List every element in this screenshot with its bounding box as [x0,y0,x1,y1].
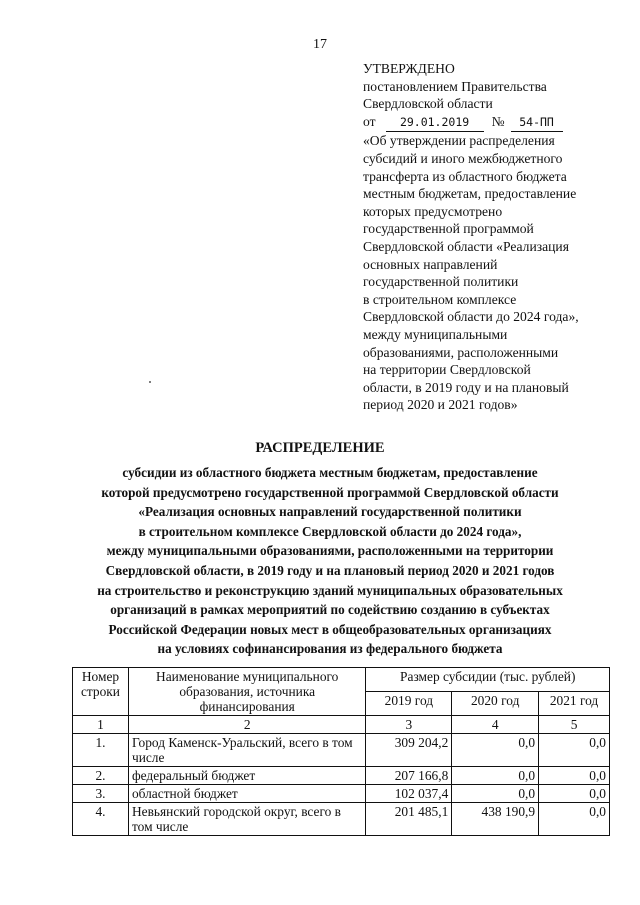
decree-title-line: государственной программой [363,221,534,237]
value-2019: 207 166,8 [366,767,452,785]
decree-title-line: период 2020 и 2021 годов» [363,397,518,413]
subtitle-line: на строительство и реконструкцию зданий муниципальных образовательных [97,582,563,598]
index-cell: 3 [366,716,452,734]
approval-line: постановлением Правительства [363,78,547,94]
value-2019: 309 204,2 [366,734,452,767]
value-2020: 0,0 [452,734,539,767]
decree-title-line: образованиями, расположенными [363,344,559,360]
subtitle-line: на условиях софинансирования из федерального бюджета [157,641,503,657]
document-subtitle [40,463,620,659]
decree-title-line: между муниципальными [363,326,508,342]
table-header-row [73,668,610,692]
decree-title-line: трансферта из областного бюджета [363,168,567,184]
value-2020: 0,0 [452,785,539,803]
value-2021: 0,0 [539,767,610,785]
approval-heading: УТВЕРЖДЕНО [363,61,455,76]
column-index-row [73,716,610,734]
approval-block [363,60,625,414]
row-number: 2. [73,767,129,785]
subtitle-line: в строительном комплексе Свердловской области до 2024 года», [138,523,522,539]
decree-title-line: местным бюджетам, предоставление [363,186,577,202]
decree-title-line: области, в 2019 году и на плановый [363,379,569,395]
index-cell: 1 [73,716,129,734]
subtitle-line: между муниципальными образованиями, расположенными на территории [106,543,554,559]
header-2021: 2021 год [539,692,610,716]
table-row [73,734,610,767]
row-number: 4. [73,803,129,836]
decree-number: 54-ПП [511,114,563,133]
decree-title-line: субсидий и иного межбюджетного [363,150,563,166]
value-2021: 0,0 [539,785,610,803]
subtitle-line: «Реализация основных направлений государственной политики [138,504,522,520]
row-name: Невьянский городской округ, всего в том числе [128,803,366,836]
header-subsidy: Размер субсидии (тыс. рублей) [366,668,610,692]
row-number: 3. [73,785,129,803]
approval-date-line [363,113,625,133]
subtitle-line: Российской Федерации новых мест в общеобразовательных организациях [108,621,552,637]
decree-title-line: на территории Свердловской [363,362,531,378]
decree-title-line: основных направлений [363,256,498,272]
row-name: Город Каменск-Уральский, всего в том числе [128,734,366,767]
value-2019: 102 037,4 [366,785,452,803]
subtitle-line: которой предусмотрено государственной программой Свердловской области [101,484,559,500]
subtitle-line: Свердловской области, в 2019 году и на плановый период 2020 и 2021 годов [105,562,555,578]
header-name: Наименование муниципального образования, источника финансирования [128,668,366,716]
index-cell: 5 [539,716,610,734]
row-number: 1. [73,734,129,767]
value-2021: 0,0 [539,734,610,767]
value-2021: 0,0 [539,803,610,836]
document-title: РАСПРЕДЕЛЕНИЕ [255,440,385,456]
decree-title-line: Свердловской области до 2024 года», [363,309,579,325]
number-label: № [491,113,505,129]
scan-speck [149,381,151,383]
header-2020: 2020 год [452,692,539,716]
page-number: 17 [313,37,327,52]
value-2020: 0,0 [452,767,539,785]
header-row-number: Номер строки [73,668,129,716]
table-row [73,767,610,785]
decree-title-line: «Об утверждении распределения [363,133,555,149]
decree-title-line: государственной политики [363,274,519,290]
decree-title-line: Свердловской области «Реализация [363,238,569,254]
table-row [73,803,610,836]
decree-date: 29.01.2019 [386,114,484,133]
row-name: федеральный бюджет [128,767,366,785]
header-2019: 2019 год [366,692,452,716]
table-row [73,785,610,803]
value-2020: 438 190,9 [452,803,539,836]
subsidy-table [72,667,610,836]
index-cell: 2 [128,716,366,734]
decree-title-line: в строительном комплексе [363,291,517,307]
from-label: от [363,113,376,129]
approval-line: Свердловской области [363,96,493,112]
subtitle-line: организаций в рамках мероприятий по содействию созданию в субъектах [110,602,550,618]
subtitle-line: субсидии из областного бюджета местным бюджетам, предоставление [122,465,538,480]
value-2019: 201 485,1 [366,803,452,836]
index-cell: 4 [452,716,539,734]
decree-title-line: которых предусмотрено [363,203,503,219]
row-name: областной бюджет [128,785,366,803]
